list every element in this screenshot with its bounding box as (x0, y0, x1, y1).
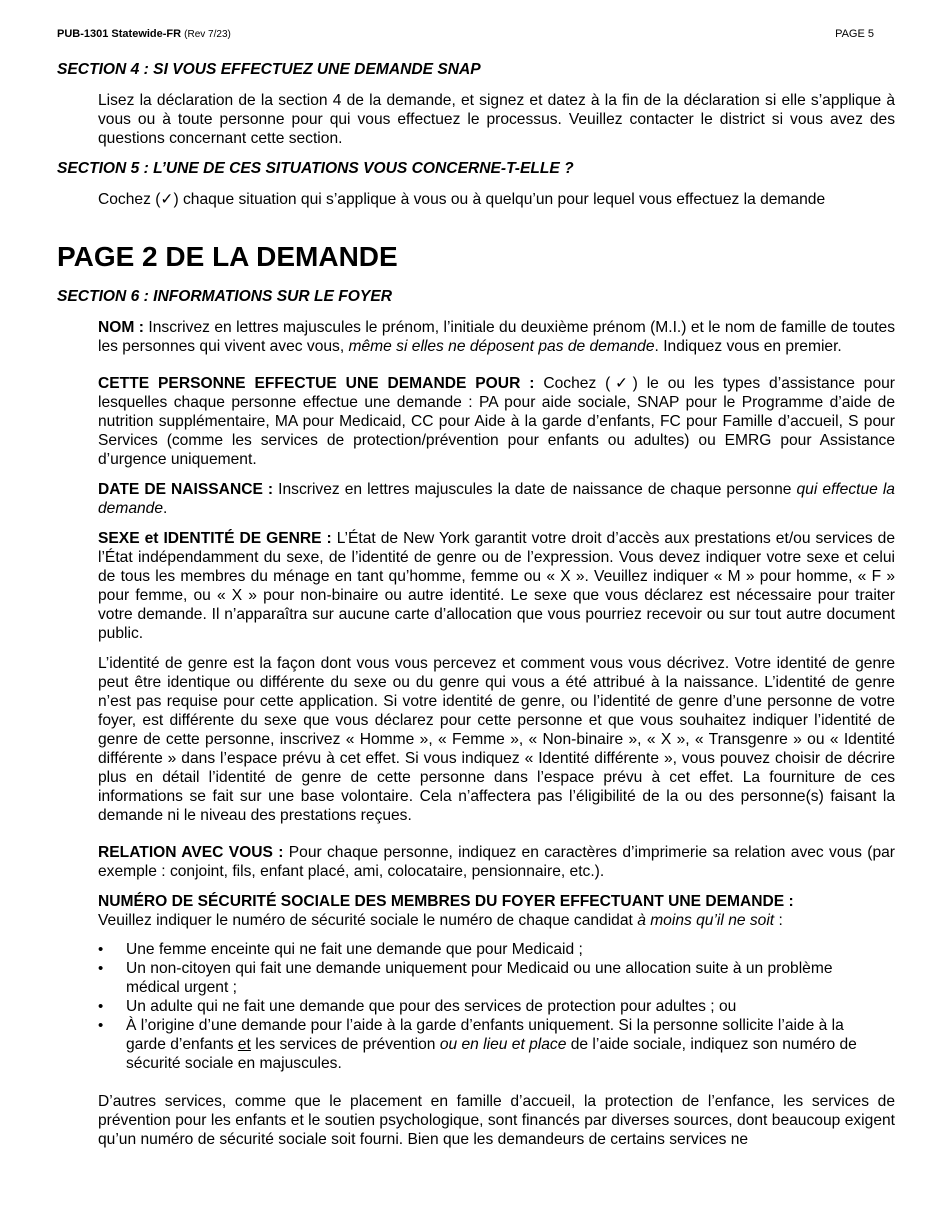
relation-paragraph (98, 843, 895, 881)
autres-services-paragraph: D’autres services, comme que le placement en famille d’accueil, la protection de l’enfance, les services de prévention pour les enfants et le soutien psychologique, sont financés par diverses sources, dont beaucoup exigent qu’un numéro de sécurité sociale soit fourni. Bien que les demandeurs de certains services ne (98, 1093, 895, 1148)
list-item (98, 959, 857, 997)
page-heading: PAGE 2 DE LA DEMANDE (57, 241, 398, 272)
sexe-paragraph (98, 529, 895, 643)
document-id (57, 28, 231, 40)
bullet-text-4c: de l’aide sociale, indiquez son numéro de sécurité sociale en majuscules. (126, 1036, 857, 1072)
bullet-text-4a: À l’origine d’une demande pour l’aide à la garde d’enfants uniquement. Si la personne sollicite l’aide à la garde d’enfants (126, 1017, 844, 1053)
bullet-text-3: Un adulte qui ne fait une demande que pour des services de protection pour adultes ; ou (126, 998, 737, 1015)
ssn-italic: à moins qu’il ne soit (637, 912, 775, 929)
nom-label: NOM : (98, 319, 144, 336)
bullet-text-4-underline: et (237, 1036, 251, 1053)
section-5-title: SECTION 5 : L’UNE DE CES SITUATIONS VOUS CONCERNE-T-ELLE ? (57, 160, 574, 177)
list-item (98, 997, 857, 1016)
naissance-label: DATE DE NAISSANCE : (98, 481, 274, 498)
list-item (98, 1016, 857, 1073)
sexe-text: L’État de New York garantit votre droit d’accès aux prestations et/ou services de l’État indépendamment du sexe, de l’identité de genre ou de l’expression. Vous devez indiquer votre sexe et celui de tous les membres du ménage en tant qu’homme, femme ou « X ». Veuillez indiquer « M » pour homme, « F » pour femme, ou « X » pour non-binaire ou autre identité. Le sexe que vous déclarez est nécessaire pour traiter votre demande. Il n’apparaîtra sur aucune carte d’allocation que vous pourriez recevoir ou sur tout autre document public. (98, 530, 895, 642)
bullet-icon: • (98, 941, 104, 958)
section-6-title: SECTION 6 : INFORMATIONS SUR LE FOYER (57, 288, 392, 305)
relation-label: RELATION AVEC VOUS : (98, 844, 284, 861)
naissance-italic: qui effectue la demande (98, 481, 895, 517)
bullet-icon: • (98, 1017, 104, 1034)
nom-text: Inscrivez en lettres majuscules le prénom, l’initiale du deuxième prénom (M.I.) et le nom de famille de toutes les personnes qui vivent avec vous, (98, 319, 896, 355)
demande-pour-paragraph (98, 374, 895, 469)
bullet-text-4-italic: ou en lieu et place (439, 1036, 567, 1053)
identite-paragraph: L’identité de genre est la façon dont vous vous percevez et comment vous vous décrivez. Votre identité de genre peut être identique ou différente du sexe ou du genre qui vous a été attribué à la naissance. L’identité de genre n’est pas requise pour cette application. Si votre identité de genre, ou l’identité de genre d’une personne de votre foyer, est différente du sexe que vous déclarez pour cette personne et que vous souhaitez indiquer l’identité de genre de cette personne, inscrivez « Homme », « Femme », « Non-binaire », « X », « Transgenre » ou « Identité différente » dans l’espace prévu à cet effet. Si vous indiquez « Identité différente », vous pouvez choisir de décrire plus en détail l’identité de genre de cette personne dans l’espace prévu à cet effet. La fourniture de ces informations se fait sur une base volontaire. Cela n’affectera pas l’éligibilité de la ou des personne(s) faisant la demande ni le niveau des prestations reçues. (98, 655, 895, 824)
demande-pour-label: CETTE PERSONNE EFFECTUE UNE DEMANDE POUR : (98, 375, 535, 392)
relation-text: Pour chaque personne, indiquez en caractères d’imprimerie sa relation avec vous (par exemple : conjoint, fils, enfant placé, ami, colocataire, pensionnaire, etc.). (98, 844, 896, 880)
nom-text-end: . Indiquez vous en premier. (654, 338, 842, 355)
bullet-icon: • (98, 998, 104, 1015)
document-body (57, 58, 895, 1149)
bullet-text-4b: les services de prévention (250, 1036, 440, 1053)
bullet-icon: • (98, 960, 104, 977)
page-number: PAGE 5 (835, 28, 874, 40)
bullet-text-1: Une femme enceinte qui ne fait une demande que pour Medicaid ; (126, 941, 583, 958)
demande-pour-text: Cochez (✓) le ou les types d’assistance pour lesquelles chaque personne effectue une demande : PA pour aide sociale, SNAP pour le Programme d’aide de nutrition supplémentaire, MA pour Medicaid, CC pour Aide à la garde d’enfants, FC pour Famille d’accueil, S pour Services (comme les services de protection/prévention pour enfants ou adultes) ou EMRG pour Assistance d’urgence uniquement. (98, 375, 895, 468)
naissance-paragraph (98, 480, 895, 518)
ssn-text: Veuillez indiquer le numéro de sécurité sociale le numéro de chaque candidat (98, 912, 638, 929)
page-header (57, 28, 874, 44)
revision-date: (Rev 7/23) (184, 29, 231, 40)
section-4-text: Lisez la déclaration de la section 4 de la demande, et signez et datez à la fin de la déclaration si elle s’applique à vous ou à toute personne pour qui vous effectuez le processus. Veuillez contacter le district si vous avez des questions concernant cette section. (98, 92, 895, 147)
ssn-paragraph (98, 892, 895, 930)
document-code: PUB-1301 Statewide-FR (57, 28, 182, 40)
naissance-text: Inscrivez en lettres majuscules la date de naissance de chaque personne (273, 481, 797, 498)
naissance-end: . (163, 500, 168, 517)
section-5-text: Cochez (✓) chaque situation qui s’applique à vous ou à quelqu’un pour lequel vous effectuez la demande (98, 191, 826, 208)
sexe-label: SEXE et IDENTITÉ DE GENRE : (98, 530, 332, 547)
bullet-text-2: Un non-citoyen qui fait une demande uniquement pour Medicaid ou une allocation suite à un problème médical urgent ; (126, 960, 833, 996)
ssn-label: NUMÉRO DE SÉCURITÉ SOCIALE DES MEMBRES DU FOYER EFFECTUANT UNE DEMANDE : (98, 893, 794, 910)
ssn-end: : (774, 912, 783, 929)
nom-italic: même si elles ne déposent pas de demande (348, 338, 655, 355)
ssn-exceptions-list (57, 940, 857, 1073)
section-4-title: SECTION 4 : SI VOUS EFFECTUEZ UNE DEMANDE SNAP (57, 61, 481, 78)
list-item (98, 940, 857, 959)
nom-paragraph (98, 318, 895, 356)
